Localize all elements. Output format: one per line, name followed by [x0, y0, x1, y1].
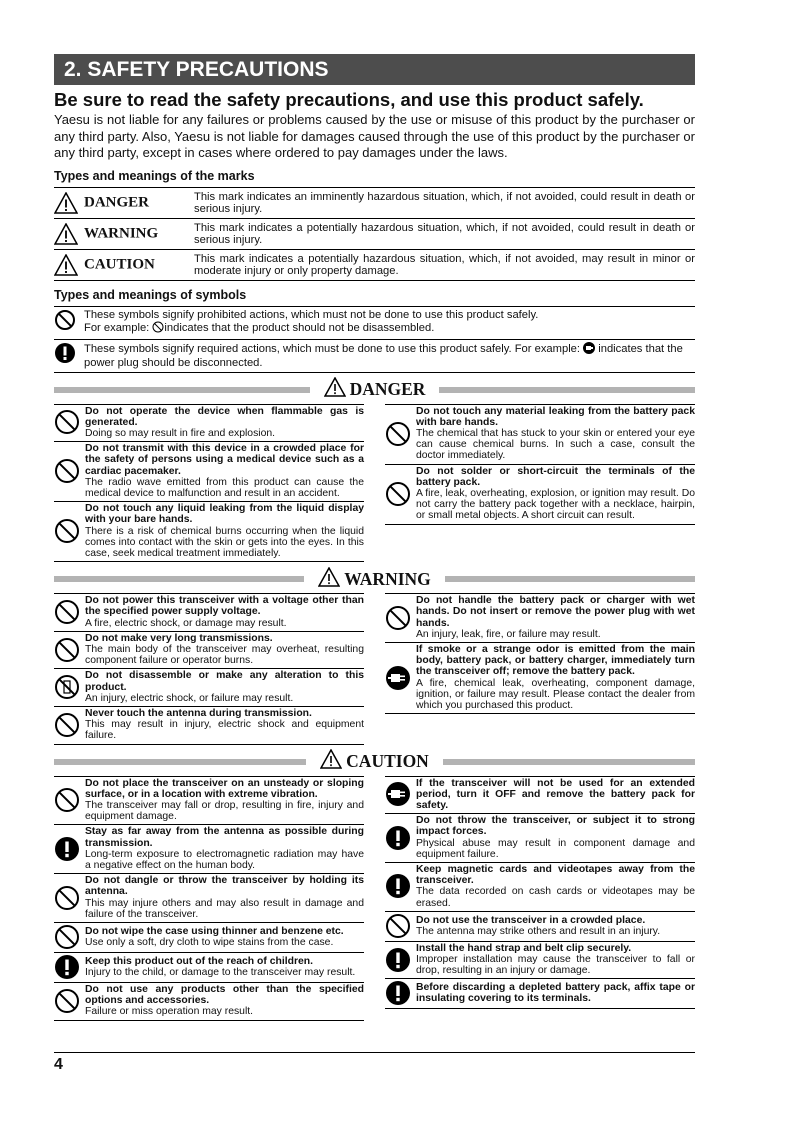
- item-detail: The transceiver may fall or drop, resulting in fire, injury and equipment damage.: [85, 799, 364, 823]
- prohibited-icon: [54, 458, 85, 484]
- mark-row: [54, 249, 695, 280]
- mark-description: This mark indicates a potentially hazardous situation, which, if not avoided, could result in death or serious injury.: [194, 218, 695, 249]
- mark-name: WARNING: [84, 225, 159, 241]
- item-heading: Do not throw the transceiver, or subject it to strong impact forces.: [416, 815, 695, 838]
- warning-triangle-icon: [54, 256, 84, 273]
- item-detail: The main body of the transceiver may overheat, resulting component failure or operator burns.: [85, 643, 364, 667]
- unplug-icon: [583, 342, 595, 358]
- safety-item: [54, 441, 364, 501]
- unplug-icon: [385, 665, 416, 691]
- prohibited-icon: [385, 913, 416, 939]
- item-detail: A fire, electric shock, or damage may result.: [85, 617, 287, 629]
- prohibited-icon: [54, 988, 85, 1014]
- item-detail: Injury to the child, or damage to the transceiver may result.: [85, 967, 356, 979]
- safety-item: [385, 642, 695, 714]
- prohibited-icon: [54, 637, 85, 663]
- item-heading: Do not wipe the case using thinner and benzene etc.: [85, 925, 344, 937]
- safety-item: [54, 404, 364, 442]
- safety-item: [385, 593, 695, 642]
- item-heading: If the transceiver will not be used for an extended period, turn it OFF and remove the battery pack for safety.: [416, 777, 695, 811]
- item-heading: Do not use the transceiver in a crowded place.: [416, 914, 646, 926]
- safety-item: [54, 776, 364, 825]
- mark-name: CAUTION: [84, 256, 155, 272]
- item-detail: Doing so may result in fire and explosion.: [85, 427, 276, 439]
- item-detail: A fire, leak, overheating, explosion, or ignition may result. Do not carry the battery pack together with a necklace, hairpin, or small metal objects. A short circuit can result.: [416, 487, 695, 522]
- required-icon: [385, 980, 416, 1006]
- prohibited-icon: [54, 518, 85, 544]
- warning-items: [54, 593, 695, 744]
- symbols-heading: Types and meanings of symbols: [54, 287, 247, 302]
- item-heading: Do not operate the device when flammable gas is generated.: [85, 405, 364, 428]
- item-heading: Stay as far away from the antenna as possible during transmission.: [85, 826, 364, 849]
- caution-left-column: [54, 776, 364, 1021]
- item-heading: Do not disassemble or make any alteration to this product.: [85, 670, 364, 693]
- item-detail: An injury, electric shock, or failure may result.: [85, 692, 294, 704]
- required-icon: [385, 825, 416, 851]
- safety-item: [385, 464, 695, 525]
- prohibited-icon: [385, 605, 416, 631]
- item-heading: Do not handle the battery pack or charger with wet hands. Do not insert or remove the power plug with wet hands.: [416, 595, 695, 629]
- bottom-rule: [54, 1052, 695, 1053]
- headline: Be sure to read the safety precautions, and use this product safely.: [54, 89, 644, 110]
- item-detail: The data recorded on cash cards or videotapes may be erased.: [416, 886, 695, 909]
- safety-item: [54, 952, 364, 982]
- item-heading: Keep this product out of the reach of children.: [85, 955, 314, 967]
- required-icon: [54, 342, 84, 369]
- prohibited-icon: [385, 421, 416, 447]
- caution-label: CAUTION: [346, 751, 429, 772]
- prohibited-icon: [54, 712, 85, 738]
- item-heading: Do not power this transceiver with a voltage other than the specified power supply voltage.: [85, 595, 364, 618]
- item-detail: This may result in injury, electric shock and equipment failure.: [85, 719, 364, 742]
- safety-item: [385, 776, 695, 814]
- prohibited-description: These symbols signify prohibited actions, which must not be done to use this product safely.: [84, 308, 539, 321]
- item-heading: Do not use any products other than the specified options and accessories.: [85, 984, 364, 1007]
- safety-item: [54, 668, 364, 706]
- prohibited-symbol-row: [54, 307, 695, 340]
- item-detail: The radio wave emitted from this product can cause the medical device to malfunction and result in an accident.: [85, 476, 364, 499]
- safety-item: [385, 862, 695, 911]
- danger-label: DANGER: [349, 379, 426, 399]
- item-heading: Do not place the transceiver on an unsteady or sloping surface, or in a location with extreme vibration.: [85, 777, 364, 800]
- warning-triangle-icon: [324, 377, 350, 402]
- symbols-table: [54, 306, 695, 373]
- item-heading: Before discarding a depleted battery pack, affix tape or insulating covering to its terminals.: [416, 982, 695, 1005]
- danger-items: [54, 404, 695, 563]
- item-heading: Keep magnetic cards and videotapes away from the transceiver.: [416, 864, 695, 887]
- mark-row: [54, 218, 695, 249]
- caution-banner: [54, 751, 695, 773]
- required-icon: [385, 947, 416, 973]
- item-detail: The antenna may strike others and result in an injury.: [416, 925, 661, 937]
- required-icon: [385, 873, 416, 899]
- item-detail: Long-term exposure to electromagnetic radiation may have a negative effect on the human body.: [85, 848, 364, 871]
- page-title: 2. SAFETY PRECAUTIONS: [54, 54, 695, 85]
- mark-row: [54, 187, 695, 218]
- danger-left-column: [54, 404, 364, 563]
- prohibited-icon: [54, 924, 85, 950]
- prohibited-icon: [54, 409, 85, 435]
- warning-left-column: [54, 593, 364, 744]
- safety-item: [385, 941, 695, 979]
- required-icon: [54, 954, 85, 980]
- required-icon: [54, 836, 85, 862]
- mark-description: This mark indicates a potentially hazardous situation, which, if not avoided, may result in minor or moderate injury or only property damage.: [194, 249, 695, 280]
- item-heading: If smoke or a strange odor is emitted from the main body, battery pack, or battery charger, immediately turn the transceiver off; remove the battery pack.: [416, 643, 695, 678]
- item-heading: Do not touch any material leaking from the battery pack with bare hands.: [416, 405, 695, 428]
- intro-paragraph: Yaesu is not liable for any failures or problems caused by the use or misuse of this product by the purchaser or any third party. Also, Yaesu is not liable for damages caused through the use of this product by the purchaser or any third party, except in cases where ordered to pay damages under the laws.: [54, 112, 695, 160]
- item-detail: Improper installation may cause the transceiver to fall or drop, resulting in an injury or damage.: [416, 954, 695, 977]
- mark-description: This mark indicates an imminently hazardous situation, which, if not avoided, could result in death or serious injury.: [194, 187, 695, 218]
- no-disassemble-icon: [152, 321, 164, 337]
- safety-page: [54, 54, 695, 1073]
- safety-item: [385, 911, 695, 941]
- item-detail: A fire, chemical leak, overheating, component damage, ignition, or failure may result. Please contact the dealer from which you purchased this product.: [416, 677, 695, 711]
- caution-right-column: [385, 776, 695, 1021]
- warning-banner: [54, 568, 695, 590]
- warning-triangle-icon: [318, 567, 344, 592]
- safety-item: [385, 978, 695, 1009]
- page-number: 4: [54, 1056, 63, 1073]
- item-heading: Never touch the antenna during transmission.: [85, 707, 312, 719]
- required-symbol-row: [54, 340, 695, 373]
- item-heading: Do not solder or short-circuit the terminals of the battery pack.: [416, 465, 695, 488]
- no-disassemble-icon: [54, 674, 85, 700]
- marks-heading: Types and meanings of the marks: [54, 168, 255, 183]
- safety-item: [54, 593, 364, 631]
- item-detail: There is a risk of chemical burns occurring when the liquid comes into contact with the skin or gets into the eyes. In this case, seek medical treatment immediately.: [85, 525, 364, 559]
- item-detail: Physical abuse may result in component damage and equipment failure.: [416, 837, 695, 860]
- warning-label: WARNING: [344, 568, 431, 589]
- item-detail: An injury, leak, fire, or failure may result.: [416, 628, 601, 640]
- prohibited-icon: [54, 309, 84, 336]
- caution-items: [54, 776, 695, 1021]
- item-heading: Do not transmit with this device in a crowded place for the safety of persons using a medical device such as a cardiac pacemaker.: [85, 443, 364, 477]
- mark-name: DANGER: [84, 194, 150, 210]
- safety-item: [54, 922, 364, 952]
- safety-item: [54, 873, 364, 922]
- item-detail: This may injure others and may also result in damage and failure of the transceiver.: [85, 897, 364, 920]
- item-heading: Do not dangle or throw the transceiver by holding its antenna.: [85, 875, 364, 898]
- safety-item: [54, 501, 364, 562]
- unplug-icon: [385, 781, 416, 807]
- prohibited-icon: [54, 787, 85, 813]
- danger-right-column: [385, 404, 695, 563]
- item-heading: Do not make very long transmissions.: [85, 632, 273, 644]
- safety-item: [54, 824, 364, 873]
- warning-triangle-icon: [54, 194, 84, 211]
- item-heading: Install the hand strap and belt clip securely.: [416, 942, 632, 954]
- safety-item: [54, 631, 364, 669]
- warning-triangle-icon: [54, 225, 84, 242]
- safety-item: [385, 813, 695, 862]
- item-detail: The chemical that has stuck to your skin or entered your eye can cause chemical burns. In such a case, consult the doctor immediately.: [416, 427, 695, 462]
- item-detail: Failure or miss operation may result.: [85, 1006, 254, 1018]
- marks-table: [54, 187, 695, 281]
- warning-triangle-icon: [320, 749, 346, 774]
- safety-item: [54, 706, 364, 745]
- warning-right-column: [385, 593, 695, 744]
- prohibited-icon: [54, 599, 85, 625]
- item-heading: Do not touch any liquid leaking from the liquid display with your bare hands.: [85, 503, 364, 526]
- safety-item: [385, 404, 695, 464]
- item-detail: Use only a soft, dry cloth to wipe stains from the case.: [85, 937, 334, 949]
- prohibited-icon: [54, 885, 85, 911]
- danger-banner: [54, 379, 695, 401]
- required-description: These symbols signify required actions, which must be done to use this product safely. For example: indicates that the power plug should be disconnected.: [84, 342, 683, 369]
- prohibited-example: For example: indicates that the product should not be disassembled.: [84, 321, 538, 337]
- prohibited-icon: [385, 481, 416, 507]
- safety-item: [54, 982, 364, 1021]
